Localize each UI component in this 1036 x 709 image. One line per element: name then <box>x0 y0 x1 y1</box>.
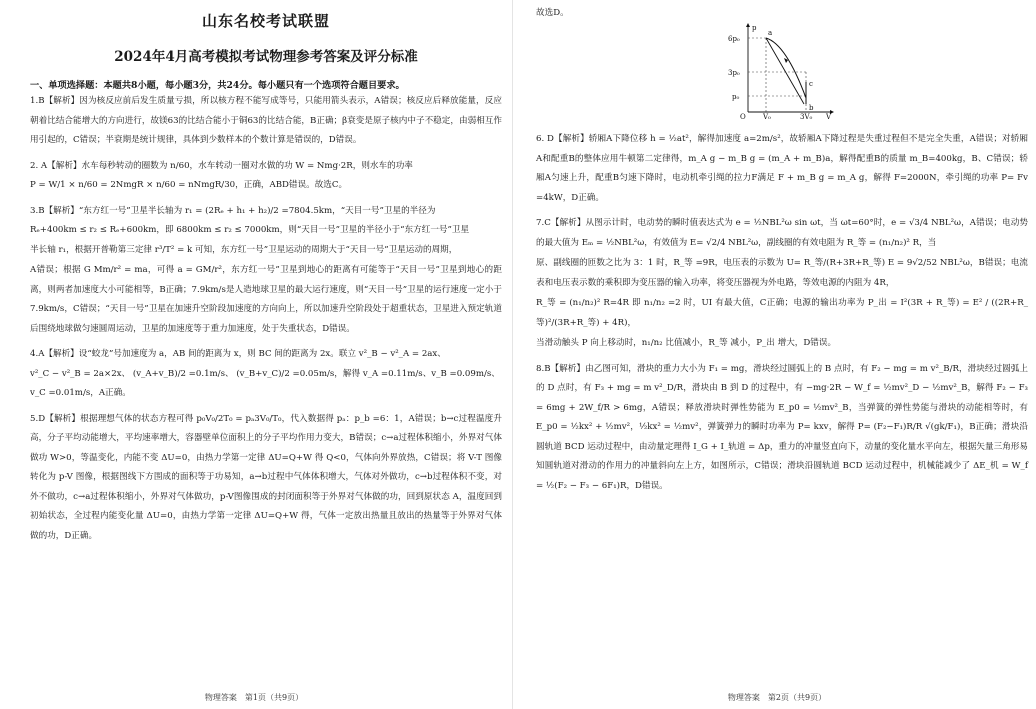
section-heading: 一、单项选择题：本题共8小题，每小题3分，共24分。每小题只有一个选项符合题目要求。 <box>30 80 405 91</box>
page-1 <box>0 0 508 709</box>
exam-title: 2024年4月高考模拟考试物理参考答案及评分标准 <box>114 49 418 65</box>
x-axis-label: V <box>826 113 832 120</box>
point-b-label: b <box>809 104 814 112</box>
tick-6p0: 6p₀ <box>728 35 740 43</box>
answer-q3-line2: Rₑ+400km ≤ r₂ ≤ Rₑ+600km，即 6800km ≤ r₂ ≤ 7000km，则“天目一号”卫星的半径小于“东方红一号”卫星 <box>30 225 470 235</box>
answer-q3-line1: 3.B【解析】“东方红一号”卫星半长轴为 r₁ = (2Rₑ + h₁ + h₂)/2 =7804.5km，“天目一号”卫星的半径为 <box>30 205 436 216</box>
answer-q5-conclusion: 故选D。 <box>536 8 569 18</box>
tick-3v0: 3V₀ <box>800 113 813 120</box>
curve-a-b <box>766 38 806 98</box>
answer-q3-body: A错误；根据 G Mm/r² = ma，可得 a = GM/r²，东方红一号”卫星到地心的距离有可能等于“天目一号”卫星到地心的距离，则两者加速度大小可能相等，B正确；7.9km/s是人造地球卫星的最大运行速度，则“天目一号”卫星的运行速度一定小于7.9km/s，C错误；“天目一号”卫星在加速升空阶段加速度的方向向上，所以加速升空阶段处于超重状态，卫星进入预定轨道后围绕地球做匀速圆周运动，卫星的加速度等于重力加速度，处于失重状态，D错误。 <box>30 265 502 334</box>
answer-q2-line1: 2. A【解析】水车每秒转动的圈数为 n/60，水车转动一圈对水做的功 W = Nmg·2R，则水车的功率 <box>30 160 413 171</box>
answer-q8: 8.B【解析】由乙图可知，滑块的重力大小为 F₁ = mg，滑块经过圆弧上的 B 点时，有 F₂ − mg = m v²_B/R，滑块经过圆弧上的 D 点时，有 F₃ + mg = m v²_D/R，滑块由 B 到 D 的过程中，有 −mg·2R − W_f = ½mv²_D − ½mv²_B，解得 F₂ − F₃ = 6mg + 2W_f/R > 6mg，A错误；释放滑块时弹性势能为 E_p0 = ½mv²_B，当弹簧的弹性势能与滑块的动能相等时，有 E_p0 = ½kx² + ½mv²，½kx² = ½mv²，弹簧弹力的瞬时功率为 P= kxv，解得 P= (F₂−F₁)R/R √(gk/F₁)，B正确；滑块沿圆轨道 BCD 运动过程中，由动量定理得 I_G + I_轨道 = Δp，重力的冲量竖直向下，动量的变化量水平向左，根据矢量三角形易知圆轨道对滑动的作用力的冲量斜向左上方，如图所示，C错误；滑块沿圆轨道 BCD 运动过程中，机械能减少了 ΔE_机 = W_f = ½(F₂ − F₃ − 6F₁)R，D错误。 <box>536 363 1028 491</box>
answer-q7-part1: 7.C【解析】从图示计时，电动势的瞬时值表达式为 e = ½NBL²ω sin ωt，当 ωt=60°时，e = √3/4 NBL²ω，A错误；电动势的最大值为 Eₘ = ½NBL²ω，有效值为 E= √2/4 NBL²ω，副线圈的有效电阻为 R_等 = (n₁/n₂)² R，当 <box>536 218 1028 248</box>
answer-q2-line2: P = W/1 × n/60 = 2NmgR × n/60 = nNmgR/30，正确，ABD错误。故选C。 <box>30 180 348 190</box>
answer-q3-line3: 半长轴 r₁，根据开普勒第三定律 r³/T² = k 可知，东方红一号”卫星运动的周期大于“天目一号”卫星运动的周期， <box>30 244 458 255</box>
pv-graph-svg <box>726 22 836 120</box>
page-divider <box>512 0 513 709</box>
answer-q7-part3: R_等 = (n₁/n₂)² R=4R 即 n₁/n₂ =2 时，UI 有最大值，C正确；电源的输出功率为 P_出 = I²(3R + R_等) = E² / ((2R+R_等)²/(3R+R_等) + 4R)， <box>536 298 1028 328</box>
point-c-label: c <box>809 80 813 88</box>
tick-v0: V₀ <box>763 113 771 120</box>
answer-q4-line2: v²_C − v²_B = 2a×2x、 (v_A+v_B)/2 =0.1m/s、 (v_B+v_C)/2 =0.05m/s，解得 v_A =0.11m/s、v_B =0.09m/s、v_C =0.01m/s，A正确。 <box>30 368 500 398</box>
alliance-title: 山东名校考试联盟 <box>201 12 330 30</box>
answer-q1: 1.B【解析】因为核反应前后发生质量亏损，所以核方程不能写成等号，只能用箭头表示，A错误；核反应后释放能量，反应朝着比结合能增大的方向进行，故镁63的比结合能小于铜63的比结合能，B正确；β衰变是原子核内中子不稳定，由弱相互作用引起的，C错误；半衰期是统计规律，具体到少数样本的个数计算是错误的，D错误。 <box>30 96 502 145</box>
point-a-label: a <box>768 29 773 37</box>
page-footer: 物理答案 第2页（共9页） <box>727 693 827 702</box>
answer-q6: 6. D【解析】轿厢A下降位移 h = ½at²，解得加速度 a=2m/s²，故轿厢A下降过程是失重过程但不是完全失重，A错误；对轿厢A和配重B的整体应用牛顿第二定律得，m_A g − m_B g = (m_A + m_B)a，解得配重B的质量 m_B=400kg，B、C错误；轿厢A匀速上升，配重B匀速下降时，电动机牵引绳的拉力F满足 F + m_B g = m_A g，解得 F=2000N，牵引绳的功率 P= Fv =4kW，D正确。 <box>536 134 1028 203</box>
answer-q4-line1: 4.A【解析】设“蛟龙”号加速度为 a，AB 间的距离为 x，则 BC 间的距离为 2x。联立 v²_B − v²_A = 2ax、 <box>30 349 446 359</box>
tick-3p0: 3p₀ <box>728 69 740 77</box>
y-axis-arrow <box>746 23 750 27</box>
page-2 <box>518 0 1036 709</box>
answer-q5: 5.D【解析】根据理想气体的状态方程可得 p₀V₀/2T₀ = pₐ3V₀/T₀，代入数据得 pₐ：p_b =6：1，A错误；b→c过程温度升高，分子平均动能增大，平均速率增大，容器壁单位面积上的分子平均作用力变大，B错误；c→a过程体积缩小，外界对气体做功 W>0，等温变化，内能不变 ΔU=0，由热力学第一定律 ΔU=Q+W 得 Q<0，气体向外界放热，C错误；将 V-T 图像转化为 p-V 图像，根据图线下方围成的面积等于功易知，a→b过程中气体体积增大，气体对外做功，c→b过程体积不变，对外不做功，c→a过程体积缩小，外界对气体做功，p-V图像围成的封闭面积等于外界对气体做的功，回到原状态 A，温度回到初始状态，全过程内能变化量 ΔU=0，由热力学第一定律 ΔU=Q+W 得，气体一定放出热量且放出的热量等于外界对气体做的功，D正确。 <box>30 413 502 541</box>
pv-graph <box>726 22 836 120</box>
answer-q7-part4: 当滑动触头 P 向上移动时，n₁/n₂ 比值减小，R_等 减小，P_出 增大，D错误。 <box>536 338 837 348</box>
origin-label: O <box>740 113 746 120</box>
page-footer: 物理答案 第1页（共9页） <box>204 693 304 702</box>
tick-p0: p₀ <box>732 93 740 101</box>
y-axis-label: p <box>752 24 757 32</box>
answer-q7-part2: 原、副线圈的匝数之比为 3：1 时，R_等 =9R，电压表的示数为 U= R_等/(R+3R+R_等) E = 9√2/52 NBL²ω，B错误；电流表和电压表示数的乘积即为变压器的输入功率，将变压器视为外电路，等效电源的内阻为 4R， <box>536 258 1028 288</box>
line-c-a <box>766 38 804 104</box>
